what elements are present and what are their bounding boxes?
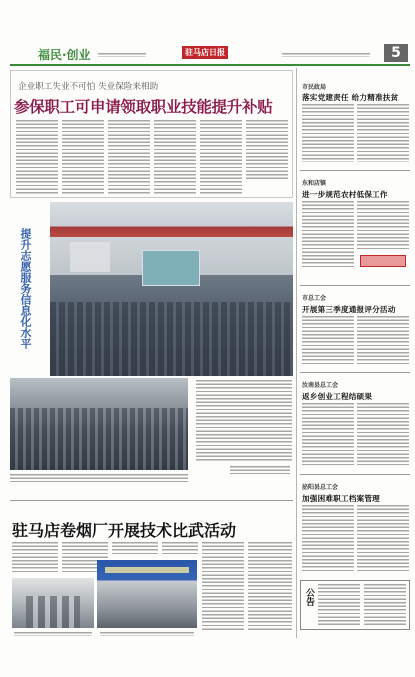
newspaper-logo: 驻马店日报	[182, 46, 228, 59]
bottom-body-col-6	[248, 542, 292, 632]
side-body-1b	[357, 104, 409, 162]
feature-body-text	[196, 380, 292, 462]
page-number: 5	[384, 44, 408, 62]
workers-photo	[12, 578, 94, 628]
side-body-1a	[302, 104, 354, 162]
side-body-3a	[302, 316, 354, 364]
bottom-body-col-1	[12, 542, 58, 572]
photo-stage-light	[70, 242, 110, 272]
photo-audience	[50, 302, 293, 376]
side-body-2b	[357, 201, 409, 251]
photo-caption	[10, 474, 188, 482]
lead-headline: 参保职工可申请领取职业技能提升补贴	[14, 98, 273, 116]
bottom-body-col-5	[202, 542, 244, 632]
lead-body-col-5	[200, 120, 242, 194]
bottom-headline: 驻马店卷烟厂开展技术比武活动	[12, 521, 237, 540]
editor-line	[98, 53, 146, 57]
photo-screen	[142, 250, 200, 286]
side-body-5a	[302, 505, 354, 573]
date-line	[282, 53, 370, 57]
lead-kicker: 企业职工失业不可怕 失业保险来相助	[18, 82, 159, 92]
side-rule-4	[300, 474, 410, 475]
bottom-body-col-3	[112, 542, 158, 556]
competition-photo	[97, 560, 197, 628]
lead-body-col-1	[16, 120, 58, 194]
column-divider	[296, 68, 297, 638]
side-red-tag	[360, 255, 406, 267]
side-label-2: 东和店镇	[302, 180, 327, 187]
section-rule	[10, 500, 293, 501]
side-headline-5: 加强困难职工档案管理	[302, 494, 380, 503]
side-body-5b	[357, 505, 409, 573]
side-rule-3	[300, 372, 410, 373]
feature-vertical-headline: 提升志愿服务信息化水平	[19, 228, 32, 349]
side-headline-2: 进一步规范农村低保工作	[302, 190, 388, 199]
side-label-5: 泌阳县总工会	[302, 484, 339, 491]
side-body-2a	[302, 201, 354, 267]
lead-body-col-3	[108, 120, 150, 194]
section-title: 福民·创业	[38, 48, 91, 62]
notice-body-a	[318, 584, 360, 626]
side-headline-4: 返乡创业工程结硕果	[302, 392, 373, 401]
notice-title: 公告	[304, 588, 314, 606]
side-label-4: 汝南县总工会	[302, 382, 339, 389]
notice-body-b	[364, 584, 406, 626]
lead-body-col-4	[154, 120, 196, 194]
competition-photo-caption	[100, 632, 194, 636]
photo-banner-text	[105, 567, 189, 573]
side-body-4a	[302, 403, 354, 465]
audience-photo	[10, 378, 188, 470]
header-rule	[10, 64, 410, 66]
photo-rows	[10, 408, 188, 470]
side-body-3b	[357, 316, 409, 364]
side-rule-2	[300, 285, 410, 286]
side-rule-1	[300, 170, 410, 171]
photo-figures	[26, 596, 80, 628]
bottom-body-col-4	[162, 542, 198, 556]
side-body-4b	[357, 403, 409, 465]
lead-body-col-6	[246, 120, 288, 180]
side-headline-1: 落实党建责任 给力精准扶贫	[302, 93, 399, 102]
side-label-1: 市民政局	[302, 84, 327, 91]
feature-byline	[230, 466, 290, 474]
meeting-hall-photo	[50, 202, 293, 376]
workers-photo-caption	[14, 632, 92, 636]
side-headline-3: 开展第三季度通报评分活动	[302, 305, 396, 314]
side-label-3: 市总工会	[302, 295, 327, 302]
lead-body-col-2	[62, 120, 104, 194]
